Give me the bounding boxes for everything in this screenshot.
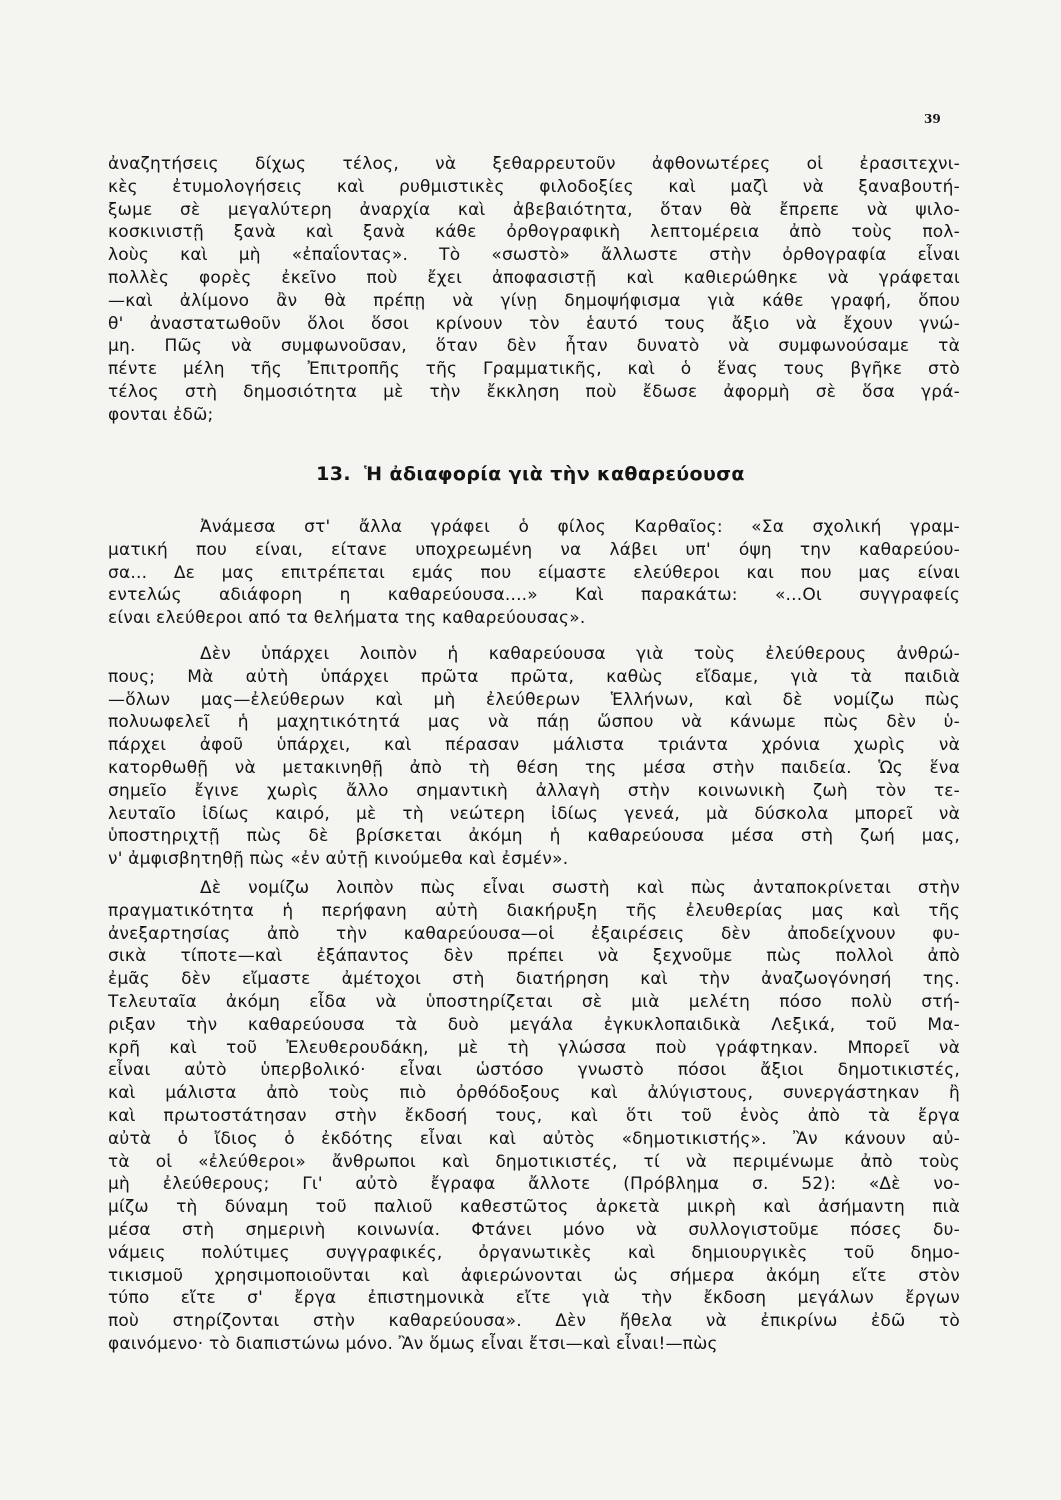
text-line: ποὺ στηρίζονται στὴν καθαρεύουσα». Δὲν ἤθελα νὰ ἐπικρίνω ἐδῶ τὸ <box>108 1311 960 1332</box>
text-line: Τελευταῖα ἀκόμη εἶδα νὰ ὑποστηρίζεται σὲ μιὰ μελέτη πόσο πολὺ στή- <box>108 991 960 1012</box>
text-line: Δὲν ὑπάρχει λοιπὸν ἡ καθαρεύουσα γιὰ τοὺς ἐλεύθερους ἀνθρώ- <box>200 644 960 664</box>
text-line: αὐτὰ ὁ ἴδιος ὁ ἐκδότης εἶναι καὶ αὐτὸς «δημοτικιστής». Ἂν κάνουν αὐ- <box>108 1128 960 1149</box>
text-line: είναι ελεύθεροι από τα θελήματα της καθαρεύουσας». <box>108 608 586 629</box>
text-line: τὰ οἱ «ἐλεύθεροι» ἄνθρωποι καὶ δημοτικιστές, τί νὰ περιμένωμε ἀπὸ τοὺς <box>108 1151 960 1172</box>
text-line: ὑποστηριχτῇ πὼς δὲ βρίσκεται ἀκόμη ἡ καθαρεύουσα μέσα στὴ ζωή μας, <box>108 826 960 847</box>
section-heading <box>0 463 1061 485</box>
text-line: φονται ἐδῶ; <box>108 404 214 425</box>
text-line: μίζω τὴ δύναμη τοῦ παλιοῦ καθεστῶτος ἀρκετὰ μικρὴ καὶ ἀσήμαντη πιὰ <box>108 1197 960 1218</box>
text-line: πέντε μέλη τῆς Ἐπιτροπῆς τῆς Γραμματικῆς, καὶ ὁ ἕνας τους βγῆκε στὸ <box>108 359 960 380</box>
text-line: Δὲ νομίζω λοιπὸν πὼς εἶναι σωστὴ καὶ πὼς ἀνταποκρίνεται στὴν <box>200 878 960 898</box>
text-line: Ἀνάμεσα στ' ἄλλα γράφει ὁ φίλος Καρθαῖος: «Σα σχολική γραμ- <box>200 517 960 537</box>
text-line: τύπο εἴτε σ' ἔργα ἐπιστημονικὰ εἴτε γιὰ τὴν ἔκδοση μεγάλων ἔργων <box>108 1288 960 1309</box>
paragraph-3 <box>108 643 960 871</box>
text-line: νάμεις πολύτιμες συγγραφικές, ὀργανωτικὲς καὶ δημιουργικὲς τοῦ δημο- <box>108 1242 960 1263</box>
text-line: ξωμε σὲ μεγαλύτερη ἀναρχία καὶ ἀβεβαιότητα, ὅταν θὰ ἔπρεπε νὰ ψιλο- <box>108 199 960 220</box>
text-line: κατορθωθῇ νὰ μετακινηθῇ ἀπὸ τὴ θέση της μέσα στὴν παιδεία. Ὡς ἕνα <box>108 757 960 778</box>
text-line: τέλος στὴ δημοσιότητα μὲ τὴν ἔκκληση ποὺ ἔδωσε ἀφορμὴ σὲ ὅσα γρά- <box>108 381 960 402</box>
text-line: ἀνεξαρτησίας ἀπὸ τὴν καθαρεύουσα—οἱ ἐξαιρέσεις δὲν ἀποδείχνουν φυ- <box>108 923 960 944</box>
text-line: σημεῖο ἔγινε χωρὶς ἄλλο σημαντικὴ ἀλλαγὴ στὴν κοινωνικὴ ζωὴ τὸν τε- <box>108 780 960 801</box>
text-line: ἀναζητήσεις δίχως τέλος, νὰ ξεθαρρευτοῦν ἀφθονωτέρες οἱ ἐρασιτεχνι- <box>108 154 960 174</box>
text-line: καὶ μάλιστα ἀπὸ τοὺς πιὸ ὀρθόδοξους καὶ ἀλύγιστους, συνεργάστηκαν ἢ <box>108 1083 960 1104</box>
text-line: μὴ ἐλεύθερους; Γι' αὐτὸ ἔγραφα ἄλλοτε (Πρόβλημα σ. 52): «Δὲ νο- <box>108 1174 960 1195</box>
text-line: καὶ πρωτοστάτησαν στὴν ἔκδοσή τους, καὶ ὅτι τοῦ ἑνὸς ἀπὸ τὰ ἔργα <box>108 1105 960 1126</box>
text-line: κὲς ἐτυμολογήσεις καὶ ρυθμιστικὲς φιλοδοξίες καὶ μαζὶ νὰ ξαναβουτή- <box>108 176 960 197</box>
paragraph-1 <box>108 153 960 427</box>
text-line: τικισμοῦ χρησιμοποιοῦνται καὶ ἀφιερώνονται ὡς σήμερα ἀκόμη εἴτε στὸν <box>108 1265 960 1286</box>
text-line: ριξαν τὴν καθαρεύουσα τὰ δυὸ μεγάλα ἐγκυκλοπαιδικὰ Λεξικά, τοῦ Μα- <box>108 1014 960 1035</box>
text-line: λευταῖο ἰδίως καιρό, μὲ τὴ νεώτερη ἰδίως γενεά, μὰ δύσκολα μπορεῖ νὰ <box>108 803 960 824</box>
text-line: —καὶ ἀλίμονο ἂν θὰ πρέπῃ νὰ γίνῃ δημοψήφισμα γιὰ κάθε γραφή, ὅπου <box>108 290 960 311</box>
text-line: μέσα στὴ σημερινὴ κοινωνία. Φτάνει μόνο νὰ συλλογιστοῦμε πόσες δυ- <box>108 1219 960 1240</box>
text-line: λοὺς καὶ μὴ «ἐπαΐοντας». Τὸ «σωστὸ» ἄλλωστε στὴν ὀρθογραφία εἶναι <box>108 245 960 266</box>
text-line: πάρχει ἀφοῦ ὑπάρχει, καὶ πέρασαν μάλιστα τριάντα χρόνια χωρὶς νὰ <box>108 735 960 756</box>
text-line: μη. Πῶς νὰ συμφωνοῦσαν, ὅταν δὲν ἦταν δυνατὸ νὰ συμφωνούσαμε τὰ <box>108 336 960 357</box>
paragraph-2 <box>108 516 960 630</box>
text-line: ἐμᾶς δὲν εἴμαστε ἀμέτοχοι στὴ διατήρηση καὶ τὴν ἀναζωογόνησή της. <box>108 969 960 990</box>
text-line: πολλὲς φορὲς ἐκεῖνο ποὺ ἔχει ἀποφασιστῇ καὶ καθιερώθηκε νὰ γράφεται <box>108 267 960 288</box>
text-line: —ὅλων μας—ἐλεύθερων καὶ μὴ ἐλεύθερων Ἑλλήνων, καὶ δὲ νομίζω πὼς <box>108 689 960 710</box>
page-number: 39 <box>924 112 941 126</box>
text-line: σα... Δε μας επιτρέπεται εμάς που είμαστε ελεύθεροι και που μας είναι <box>108 562 960 583</box>
text-line: σικὰ τίποτε—καὶ ἐξάπαντος δὲν πρέπει νὰ ξεχνοῦμε πὼς πολλοὶ ἀπὸ <box>108 946 960 967</box>
text-line: ν' ἀμφισβητηθῇ πὼς «ἐν αὐτῇ κινούμεθα καὶ ἐσμέν». <box>108 849 569 870</box>
text-line: κοσκινιστῇ ξανὰ καὶ ξανὰ κάθε ὀρθογραφικὴ λεπτομέρεια ἀπὸ τοὺς πολ- <box>108 222 960 243</box>
section-title: Ἡ ἀδιαφορία γιὰ τὴν καθαρεύουσα <box>364 463 745 485</box>
text-line: πραγματικότητα ἡ περήφανη αὐτὴ διακήρυξη τῆς ἐλευθερίας μας καὶ τῆς <box>108 900 960 921</box>
text-line: πολυωφελεῖ ἡ μαχητικότητά μας νὰ πάῃ ὥσπου νὰ κάνωμε πὼς δὲν ὑ- <box>108 712 960 733</box>
text-line: ματική που είναι, είτανε υποχρεωμένη να λάβει υπ' όψη την καθαρεύου- <box>108 539 960 560</box>
text-line: θ' ἀναστατωθοῦν ὅλοι ὅσοι κρίνουν τὸν ἑαυτό τους ἄξιο νὰ ἔχουν γνώ- <box>108 313 960 334</box>
text-line: εντελώς αδιάφορη η καθαρεύουσα....» Καὶ παρακάτω: «...Οι συγγραφείς <box>108 585 960 606</box>
text-line: εἶναι αὐτὸ ὑπερβολικό· εἶναι ὡστόσο γνωστὸ πόσοι ἄξιοι δημοτικιστές, <box>108 1060 960 1081</box>
paragraph-4 <box>108 877 960 1356</box>
text-line: φαινόμενο· τὸ διαπιστώνω μόνο. Ἂν ὅμως εἶναι ἔτσι—καὶ εἶναι!—πὼς <box>108 1333 718 1354</box>
text-line: πους; Μὰ αὐτὴ ὑπάρχει πρῶτα πρῶτα, καθὼς εἴδαμε, γιὰ τὰ παιδιὰ <box>108 666 960 687</box>
text-line: κρῆ καὶ τοῦ Ἐλευθερουδάκη, μὲ τὴ γλώσσα ποὺ γράφτηκαν. Μπορεῖ νὰ <box>108 1037 960 1058</box>
section-number: 13. <box>316 463 351 485</box>
